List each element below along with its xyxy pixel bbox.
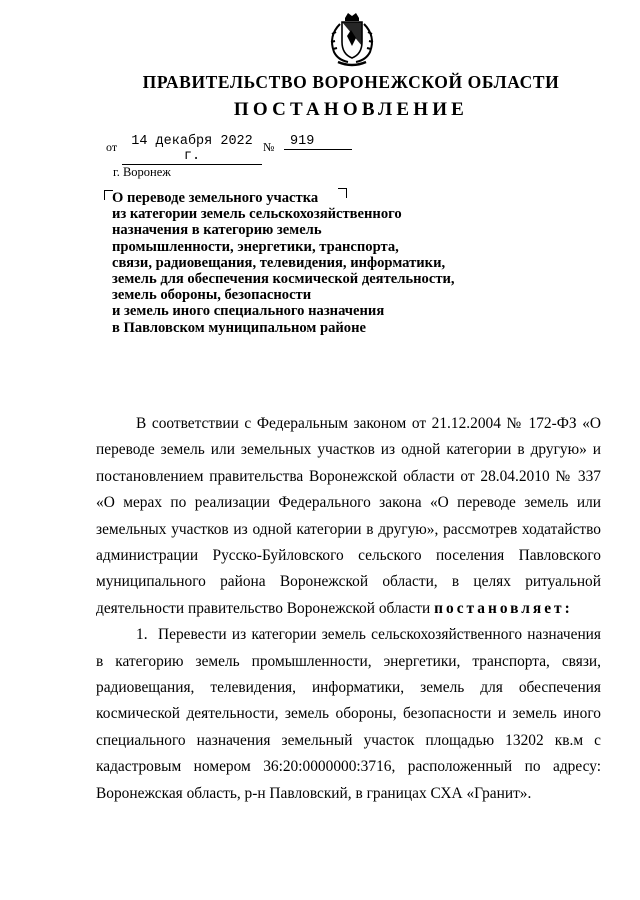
heading-line: связи, радиовещания, телевидения, информатики, [112, 254, 446, 271]
heading-line: О переводе земельного участка [112, 190, 319, 206]
heading-line: промышленности, энергетики, транспорта, [112, 238, 399, 255]
preamble-paragraph [96, 411, 601, 622]
document-date: 14 декабря 2022 г. [122, 134, 262, 165]
preamble-text: В соответствии с Федеральным законом от 21.12.2004 № 172-ФЗ «О переводе земель или земельных участков из одной категории в другую» и постановлением правительства Воронежской области от 28.04.2010 № 337 «О мерах по реализации Федерального закона «О переводе земель или земельных участков из одной категории в другую», рассмотрев ходатайство администрации Русско-Буйловского сельского поселения Павловского муниципального района Воронежской области, в целях ритуальной деятельности правительство Воронежской области [96, 415, 601, 617]
document-type: ПОСТАНОВЛЕНИЕ [233, 99, 469, 120]
number-label: № [263, 140, 275, 154]
heading-line: из категории земель сельскохозяйственного [112, 206, 402, 223]
heading-line: земель обороны, безопасности [112, 287, 312, 304]
date-prefix: от [106, 140, 118, 154]
document-heading [112, 190, 492, 336]
coat-of-arms-icon [318, 12, 386, 68]
city: г. Воронеж [113, 165, 171, 179]
heading-line: в Павловском муниципальном районе [112, 319, 366, 336]
government-title: ПРАВИТЕЛЬСТВО ВОРОНЕЖСКОЙ ОБЛАСТИ [142, 72, 560, 92]
item-1-number: 1. [136, 626, 148, 644]
heading-line: и земель иного специального назначения [112, 303, 385, 320]
document-number: 919 [284, 134, 352, 150]
date-number-line [106, 134, 356, 164]
item-1-paragraph [96, 622, 601, 807]
decree-word: постановляет: [434, 599, 573, 617]
heading-line: назначения в категорию земель [112, 222, 322, 239]
document-body [96, 411, 601, 807]
heading-line: земель для обеспечения космической деятельности, [112, 271, 455, 288]
item-1-text: Перевести из категории земель сельскохозяйственного назначения в категорию земель промышленности, энергетики, транспорта, связи, радиовещания, телевидения, информатики, земель для обеспечения космической деятельности, земель обороны, безопасности и земель иного специального назначения земельный участок площадью 13202 кв.м с кадастровым номером 36:20:0000000:3716, расположенный по адресу: Воронежская область, р-н Павловский, в границах СХА «Гранит». [96, 626, 601, 802]
